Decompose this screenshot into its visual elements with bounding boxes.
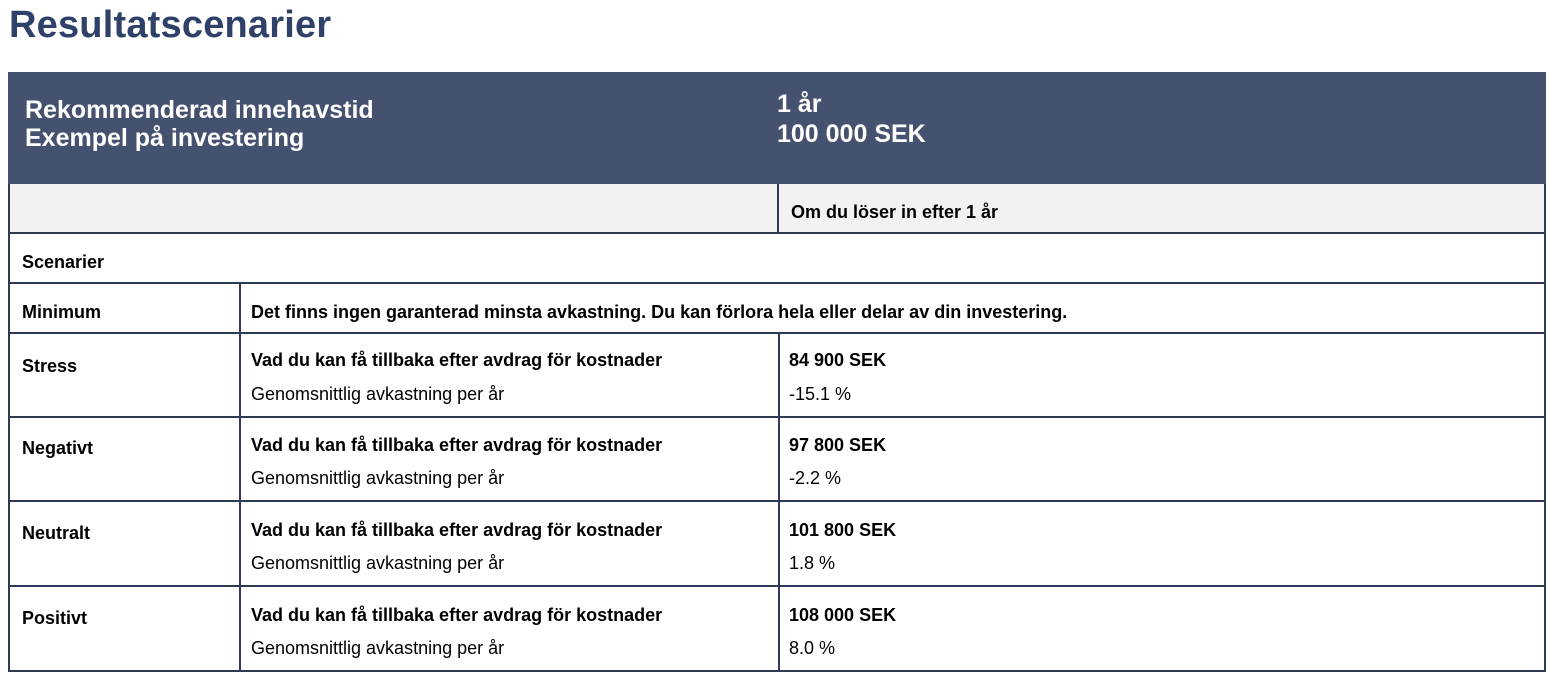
investment-example-value: 100 000 SEK xyxy=(777,120,926,148)
holding-period-value: 1 år xyxy=(777,90,822,118)
return-description: Genomsnittlig avkastning per år xyxy=(251,384,505,404)
return-description: Genomsnittlig avkastning per år xyxy=(251,468,505,488)
investment-example-label: Exempel på investering xyxy=(25,124,305,152)
return-description: Genomsnittlig avkastning per år xyxy=(251,638,505,658)
payout-amount: 97 800 SEK xyxy=(789,435,887,455)
payout-amount: 101 800 SEK xyxy=(789,520,897,540)
scenario-description-cell xyxy=(239,416,780,502)
average-return: -2.2 % xyxy=(789,468,842,488)
minimum-text-cell xyxy=(239,282,1546,334)
scenario-description-cell xyxy=(239,501,780,587)
summary-labels xyxy=(25,96,374,152)
scenario-value-cell xyxy=(778,332,1546,418)
return-description: Genomsnittlig avkastning per år xyxy=(251,553,505,573)
column-header-cell xyxy=(777,184,1546,234)
scenario-value-cell xyxy=(778,416,1546,502)
minimum-label-cell xyxy=(8,282,241,334)
empty-header-cell xyxy=(8,184,778,234)
payout-description: Vad du kan få tillbaka efter avdrag för kostnader xyxy=(251,350,663,370)
section-label: Scenarier xyxy=(22,252,105,272)
scenario-description-cell xyxy=(239,332,780,418)
scenario-value-cell xyxy=(778,586,1546,672)
column-header: Om du löser in efter 1 år xyxy=(791,202,999,222)
payout-amount: 84 900 SEK xyxy=(789,350,887,370)
payout-description: Vad du kan få tillbaka efter avdrag för kostnader xyxy=(251,605,663,625)
holding-period-label: Rekommenderad innehavstid xyxy=(25,96,374,124)
scenario-label: Negativt xyxy=(22,438,94,458)
average-return: 1.8 % xyxy=(789,553,836,573)
scenario-label: Stress xyxy=(22,356,78,376)
summary-header xyxy=(8,72,1546,184)
scenario-label: Positivt xyxy=(22,608,88,628)
scenario-table xyxy=(8,184,1546,674)
payout-description: Vad du kan få tillbaka efter avdrag för kostnader xyxy=(251,520,663,540)
average-return: -15.1 % xyxy=(789,384,852,404)
average-return: 8.0 % xyxy=(789,638,836,658)
page-title: Resultatscenarier xyxy=(9,4,332,46)
scenario-label-cell xyxy=(8,586,241,672)
scenario-label: Neutralt xyxy=(22,523,91,543)
payout-amount: 108 000 SEK xyxy=(789,605,897,625)
scenario-value-cell xyxy=(778,501,1546,587)
payout-description: Vad du kan få tillbaka efter avdrag för kostnader xyxy=(251,435,663,455)
scenario-label-cell xyxy=(8,332,241,418)
minimum-text: Det finns ingen garanterad minsta avkastning. Du kan förlora hela eller delar av din investering. xyxy=(251,302,1068,322)
summary-values xyxy=(777,89,926,149)
scenario-label-cell xyxy=(8,501,241,587)
section-row xyxy=(8,232,1546,284)
scenario-description-cell xyxy=(239,586,780,672)
minimum-label: Minimum xyxy=(22,302,101,322)
scenario-label-cell xyxy=(8,416,241,502)
